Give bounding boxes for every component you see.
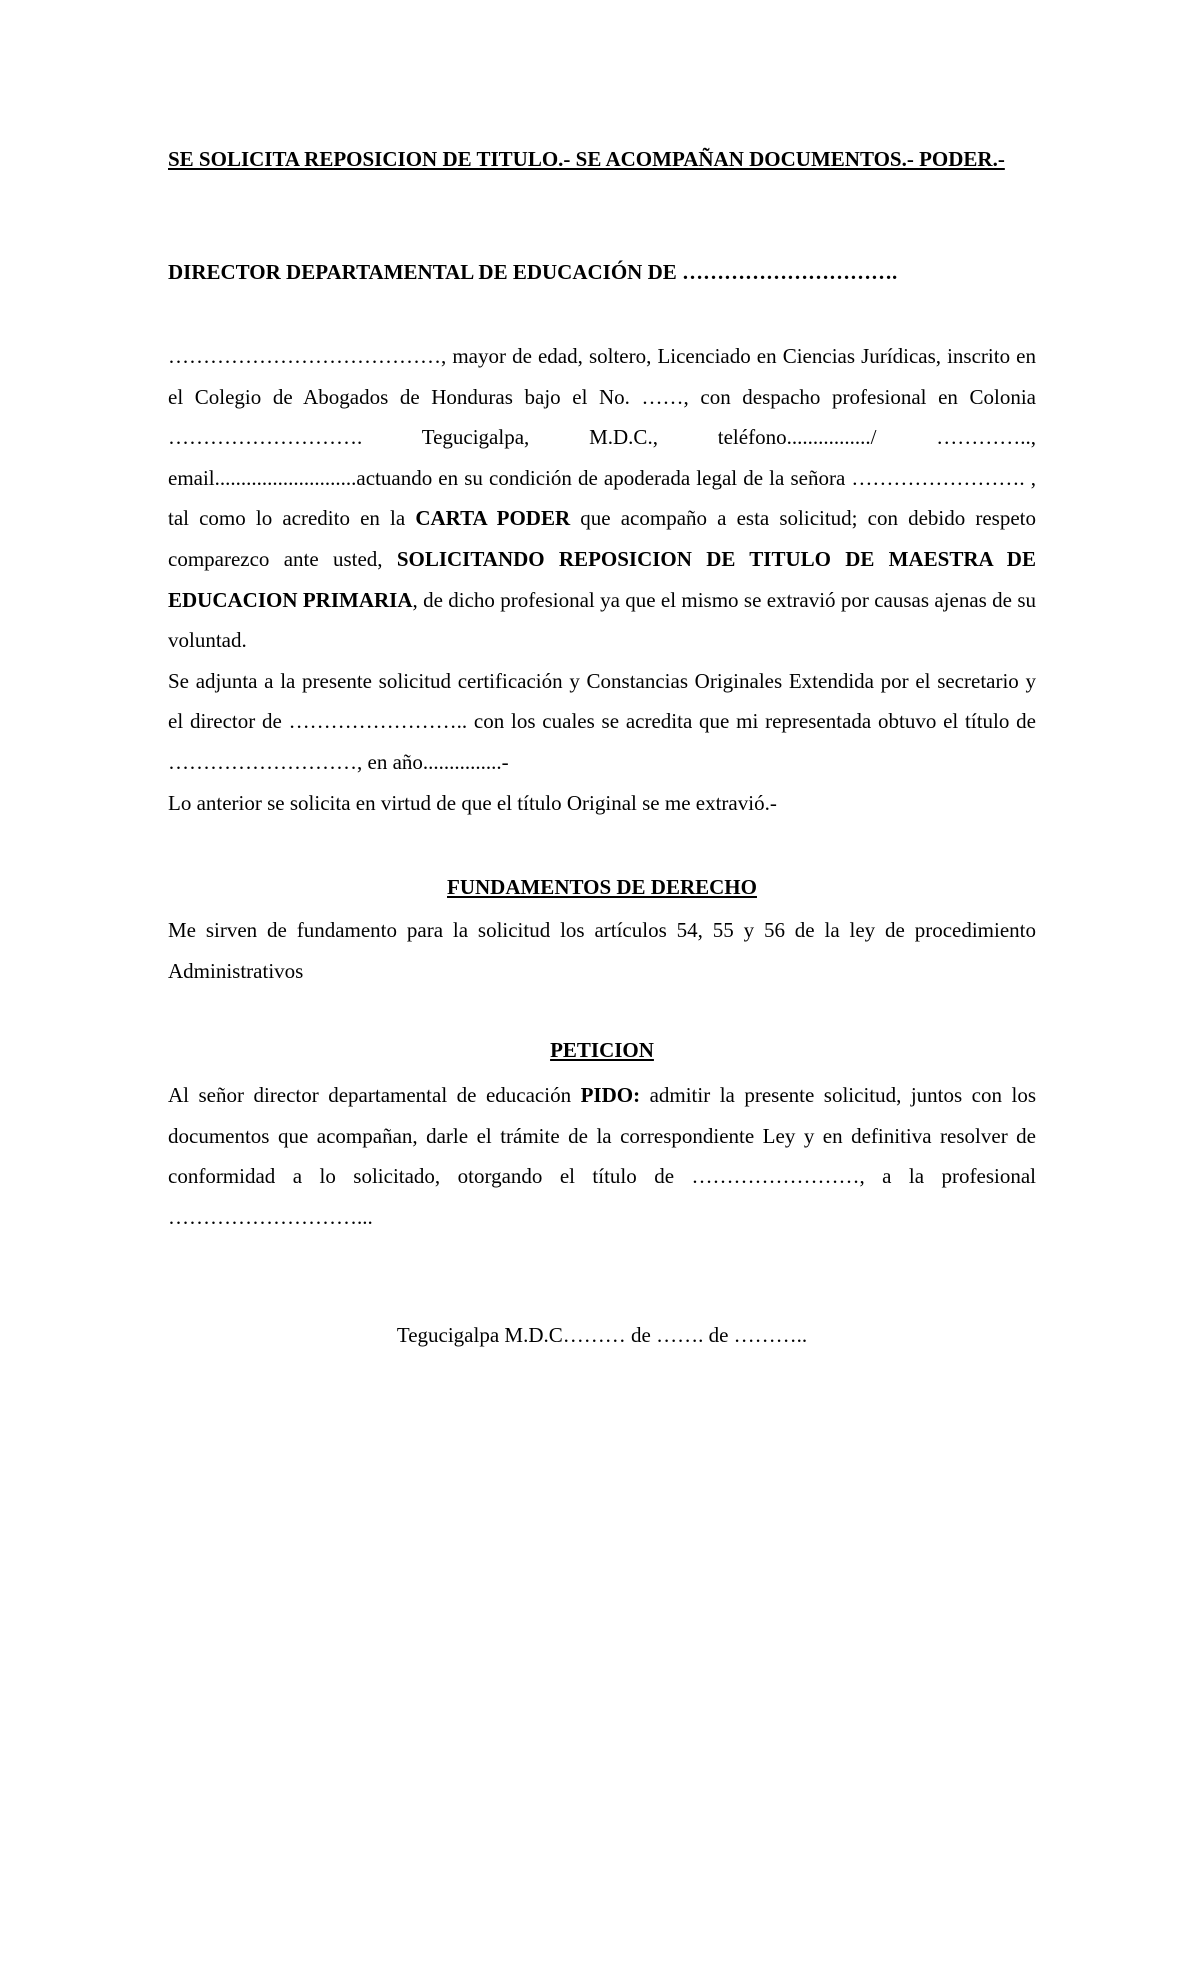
peticion-paragraph [168,1075,1036,1237]
document-title: SE SOLICITA REPOSICION DE TITULO.- SE ACOMPAÑAN DOCUMENTOS.- PODER.- [168,147,1005,171]
peticion-section [168,1075,1036,1237]
pido-emphasis: PIDO: [580,1083,641,1107]
peticion-text-1: Al señor director departamental de educación [168,1083,581,1107]
fundamentos-paragraph: Me sirven de fundamento para la solicitud los artículos 54, 55 y 56 de la ley de procedimiento Administrativos [168,918,1036,983]
solicitando-emphasis: SOLICITANDO REPOSICION DE TITULO DE MAESTRA DE EDUCACION PRIMARIA [168,546,1036,612]
body-p1-text-3: , de dicho profesional ya que el mismo se extravió por causas ajenas de su voluntad. [168,587,1036,653]
body-paragraph-2: Se adjunta a la presente solicitud certificación y Constancias Originales Extendida por el secretario y el director de …………………….. con los cuales se acredita que mi representada obtuvo el título de ………………………, en año...............- [168,668,1036,774]
peticion-heading: PETICION [550,1038,654,1062]
body-p1-text-2: que acompaño a esta solicitud; con debido respeto comparezco ante usted, [168,506,1036,571]
body-paragraph-1 [168,336,1036,661]
body-p1-text-1: …………………………………, mayor de edad, soltero, Licenciado en Ciencias Jurídicas, inscrito en el Colegio de Abogados de Honduras bajo el No. ……, con despacho profesional en Colonia ………………………. Tegucigalpa, M.D.C., teléfono................/ ………….., email...........................actuando en su condición de apoderada legal de la señora ……………………. , tal como lo acredito en la [168,344,1036,531]
place-date-line: Tegucigalpa M.D.C……… de ……. de ……….. [396,1323,808,1347]
fundamentos-heading: FUNDAMENTOS DE DERECHO [447,875,757,899]
body-paragraph-3: Lo anterior se solicita en virtud de que el título Original se me extravió.- [168,790,777,815]
peticion-text-2: admitir la presente solicitud, juntos con los documentos que acompañan, darle el trámite de la correspondiente Ley y en definitiva resolver de conformidad a lo solicitado, otorgando el título de ……………………, a la profesional ………………………... [168,1083,1036,1229]
carta-poder-emphasis: CARTA PODER [415,506,571,531]
fundamentos-section [168,910,1036,991]
addressee-line: DIRECTOR DEPARTAMENTAL DE EDUCACIÓN DE …………………………. [168,260,898,284]
body-section [168,336,1036,823]
